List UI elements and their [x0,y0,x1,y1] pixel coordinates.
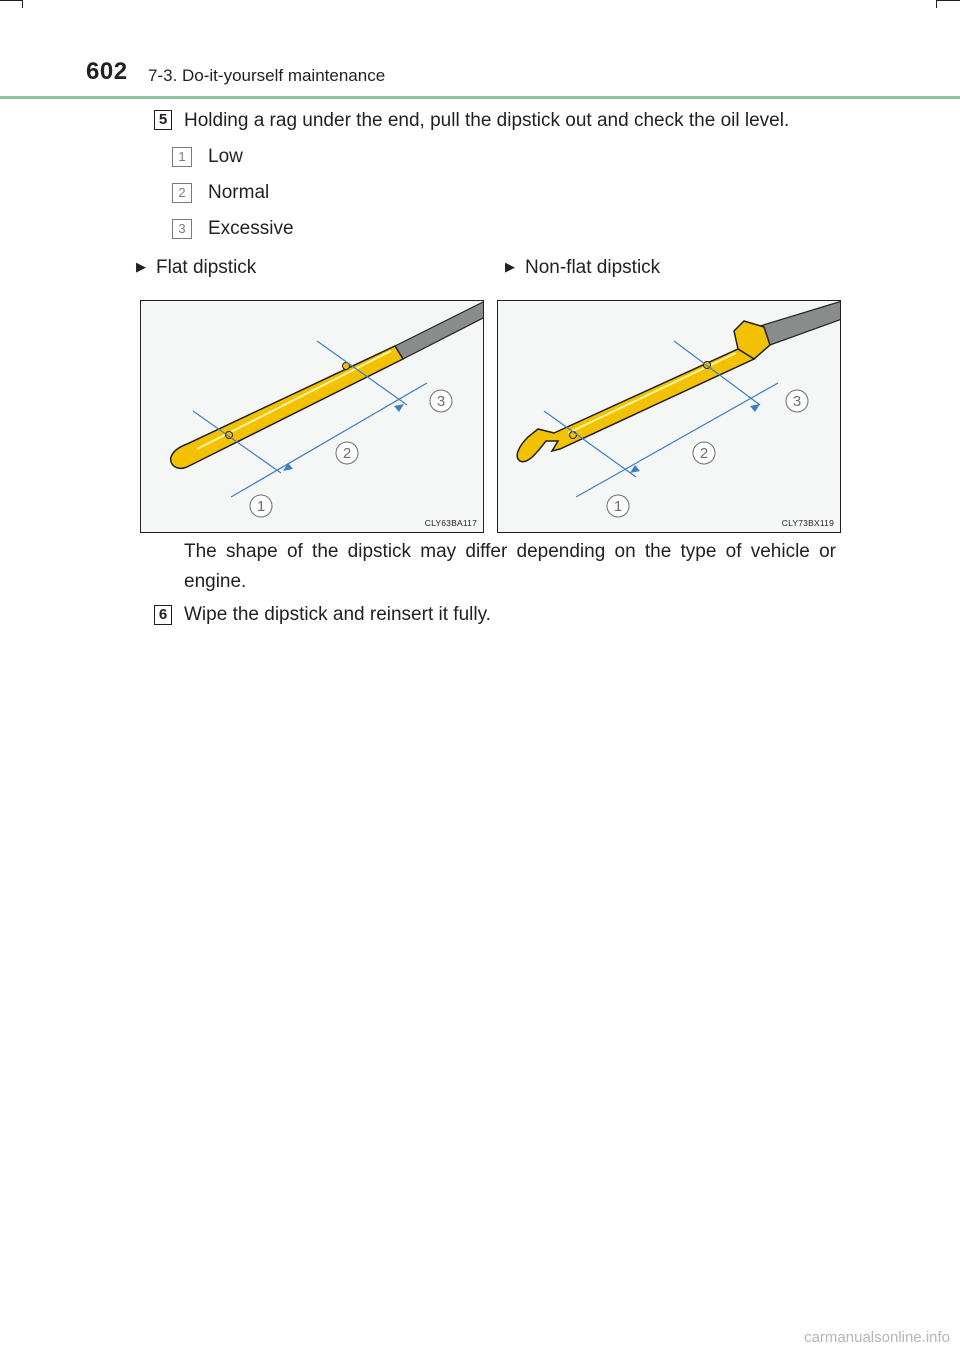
level-label-normal: Normal [208,182,270,203]
crop-mark [936,0,937,8]
level-number-1: 1 [172,147,192,167]
callout-3-label: 3 [436,393,446,410]
guide-line [231,383,427,497]
callout-2 [693,442,715,464]
header-rule [0,96,960,99]
callout-2-label: 2 [342,445,352,462]
callout-1 [250,495,272,517]
section-title: 7-3. Do-it-yourself maintenance [148,66,386,85]
callout-3 [430,390,452,412]
flat-dipstick-illustration [141,301,484,533]
figure-caption-non-flat [505,257,660,279]
callout-2-label: 2 [699,445,709,462]
step-number-6: 6 [154,605,172,625]
step-number-5: 5 [154,110,172,130]
crop-mark [0,0,22,1]
callout-3 [786,390,808,412]
dipstick-mark [570,432,577,439]
non-flat-dipstick-figure [497,300,841,533]
triangle-bullet-icon: ▶ [505,259,515,274]
dipstick-shaft [760,301,841,345]
watermark: carmanualsonline.info [804,1329,950,1346]
figure-code: CLY63BA117 [424,518,477,528]
figure-caption-text: Flat dipstick [156,257,257,278]
arrowhead [394,404,404,412]
callout-1 [607,495,629,517]
arrowhead [283,463,293,471]
level-number-3: 3 [172,219,192,239]
crop-mark [22,0,23,8]
guide-line [576,383,778,497]
callout-3-label: 3 [792,393,802,410]
dipstick-blade [171,346,403,468]
non-flat-dipstick-illustration [498,301,841,533]
figure-caption-text: Non-flat dipstick [525,257,661,278]
dipstick-blade [517,349,754,462]
step-6-text: Wipe the dipstick and reinsert it fully. [184,604,491,625]
callout-2 [336,442,358,464]
figure-caption-flat [136,257,256,279]
flat-dipstick-figure [140,300,484,533]
dipstick-shaft [395,301,484,359]
callout-1-label: 1 [613,498,623,515]
triangle-bullet-icon: ▶ [136,259,146,274]
level-label-low: Low [208,146,243,167]
step-5-text: Holding a rag under the end, pull the dipstick out and check the oil level. [184,110,790,131]
arrowhead [750,404,760,412]
level-label-excessive: Excessive [208,218,294,239]
callout-1-label: 1 [256,498,266,515]
figure-code: CLY73BX119 [781,518,834,528]
level-number-2: 2 [172,183,192,203]
crop-mark [936,0,960,1]
dipstick-shape-note: The shape of the dipstick may differ depending on the type of vehicle or engine. [184,541,836,592]
page-number: 602 [86,58,128,85]
